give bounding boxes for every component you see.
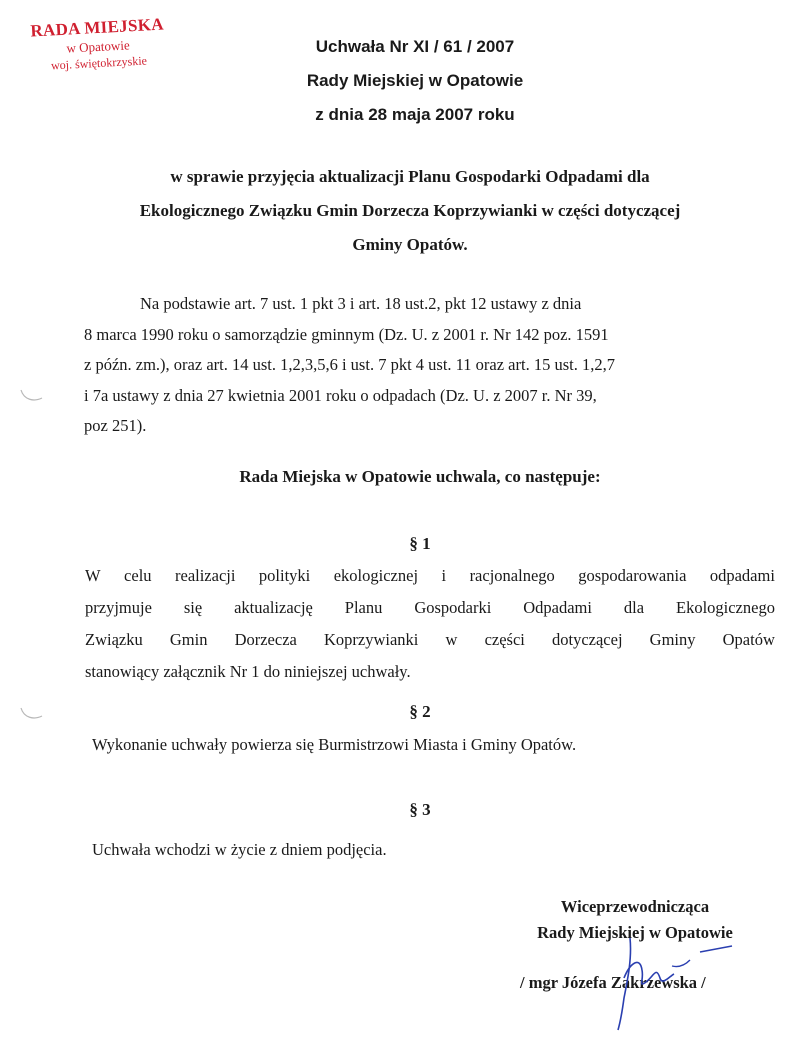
section-1-line-4: stanowiący załącznik Nr 1 do niniejszej uchwały. (85, 662, 411, 681)
section-3-sign: § 3 (409, 800, 431, 819)
signature-title-line-1: Wiceprzewodnicząca (560, 897, 710, 916)
word: ekologicznej (333, 566, 419, 585)
word: Gminy (649, 630, 696, 649)
subject-line-3: Gminy Opatów. (352, 235, 468, 254)
section-3-text: Uchwała wchodzi w życie z dniem podjęcia. (92, 840, 387, 859)
section-1-text (85, 560, 775, 688)
section-1-sign: § 1 (409, 534, 431, 553)
legal-basis-line: 8 marca 1990 roku o samorządzie gminnym (Dz. U. z 2001 r. Nr 142 poz. 1591 (84, 324, 609, 344)
word: Ekologicznego (675, 598, 775, 617)
stamp-line-3: woj. świętokrzyskie (50, 53, 148, 73)
resolution-number: Uchwała Nr XI / 61 / 2007 (315, 37, 515, 56)
word: realizacji (175, 566, 236, 585)
resolution-subject (60, 160, 760, 262)
word: Dorzecza (234, 630, 297, 649)
council-stamp (17, 14, 180, 75)
word: Gospodarki (414, 598, 492, 617)
section-2-sign: § 2 (409, 702, 431, 721)
resolution-date: z dnia 28 maja 2007 roku (315, 105, 515, 124)
section-1-line-1 (85, 560, 775, 592)
subject-line-2: Ekologicznego Związku Gmin Dorzecza Koprzywianki w części dotyczącej (139, 201, 681, 220)
word: i (441, 566, 447, 585)
legal-basis (84, 289, 764, 442)
section-1-line-3 (85, 624, 775, 656)
signature-title-line-2: Rady Miejskiej w Opatowie (537, 923, 733, 942)
word: Gmin (169, 630, 208, 649)
word: dla (623, 598, 645, 617)
section-1-line-2 (85, 592, 775, 624)
legal-basis-line: z późn. zm.), oraz art. 14 ust. 1,2,3,5,6 i ust. 7 pkt 4 ust. 11 oraz art. 15 ust. 1,2,7 (84, 355, 615, 374)
stamp-line-1: RADA MIEJSKA (29, 14, 165, 41)
subject-line-1: w sprawie przyjęcia aktualizacji Planu Gospodarki Odpadami dla (170, 167, 650, 186)
handwritten-signature (600, 918, 740, 1038)
word: gospodarowania (578, 566, 687, 585)
word: Koprzywianki (323, 630, 419, 649)
word: aktualizację (234, 598, 313, 617)
word: Związku (85, 630, 143, 649)
word: w (445, 630, 458, 649)
word: Odpadami (523, 598, 592, 617)
word: polityki (258, 566, 311, 585)
word: dotyczącej (552, 630, 623, 649)
section-2-text: Wykonanie uchwały powierza się Burmistrzowi Miasta i Gminy Opatów. (92, 735, 577, 754)
punch-hole-mark-icon (18, 700, 48, 730)
stamp-line-2: w Opatowie (66, 37, 131, 56)
word: racjonalnego (469, 566, 555, 585)
legal-basis-line: i 7a ustawy z dnia 27 kwietnia 2001 roku o odpadach (Dz. U. z 2007 r. Nr 39, (84, 385, 597, 405)
resolves-heading: Rada Miejska w Opatowie uchwala, co następuje: (239, 467, 601, 486)
word: odpadami (709, 566, 775, 585)
word: W (85, 566, 101, 585)
signatory-name: / mgr Józefa Zakrzewska / (520, 973, 706, 992)
word: celu (124, 566, 152, 585)
resolution-header (200, 30, 630, 132)
word: się (183, 598, 203, 617)
legal-basis-line: poz 251). (84, 416, 147, 435)
word: Planu (344, 598, 383, 617)
legal-basis-line: Na podstawie art. 7 ust. 1 pkt 3 i art. 18 ust.2, pkt 12 ustawy z dnia (140, 294, 582, 313)
word: części (484, 630, 525, 649)
punch-hole-mark-icon (18, 382, 48, 412)
word: Opatów (722, 630, 775, 649)
resolution-body: Rady Miejskiej w Opatowie (306, 71, 524, 90)
word: przyjmuje (85, 598, 152, 617)
